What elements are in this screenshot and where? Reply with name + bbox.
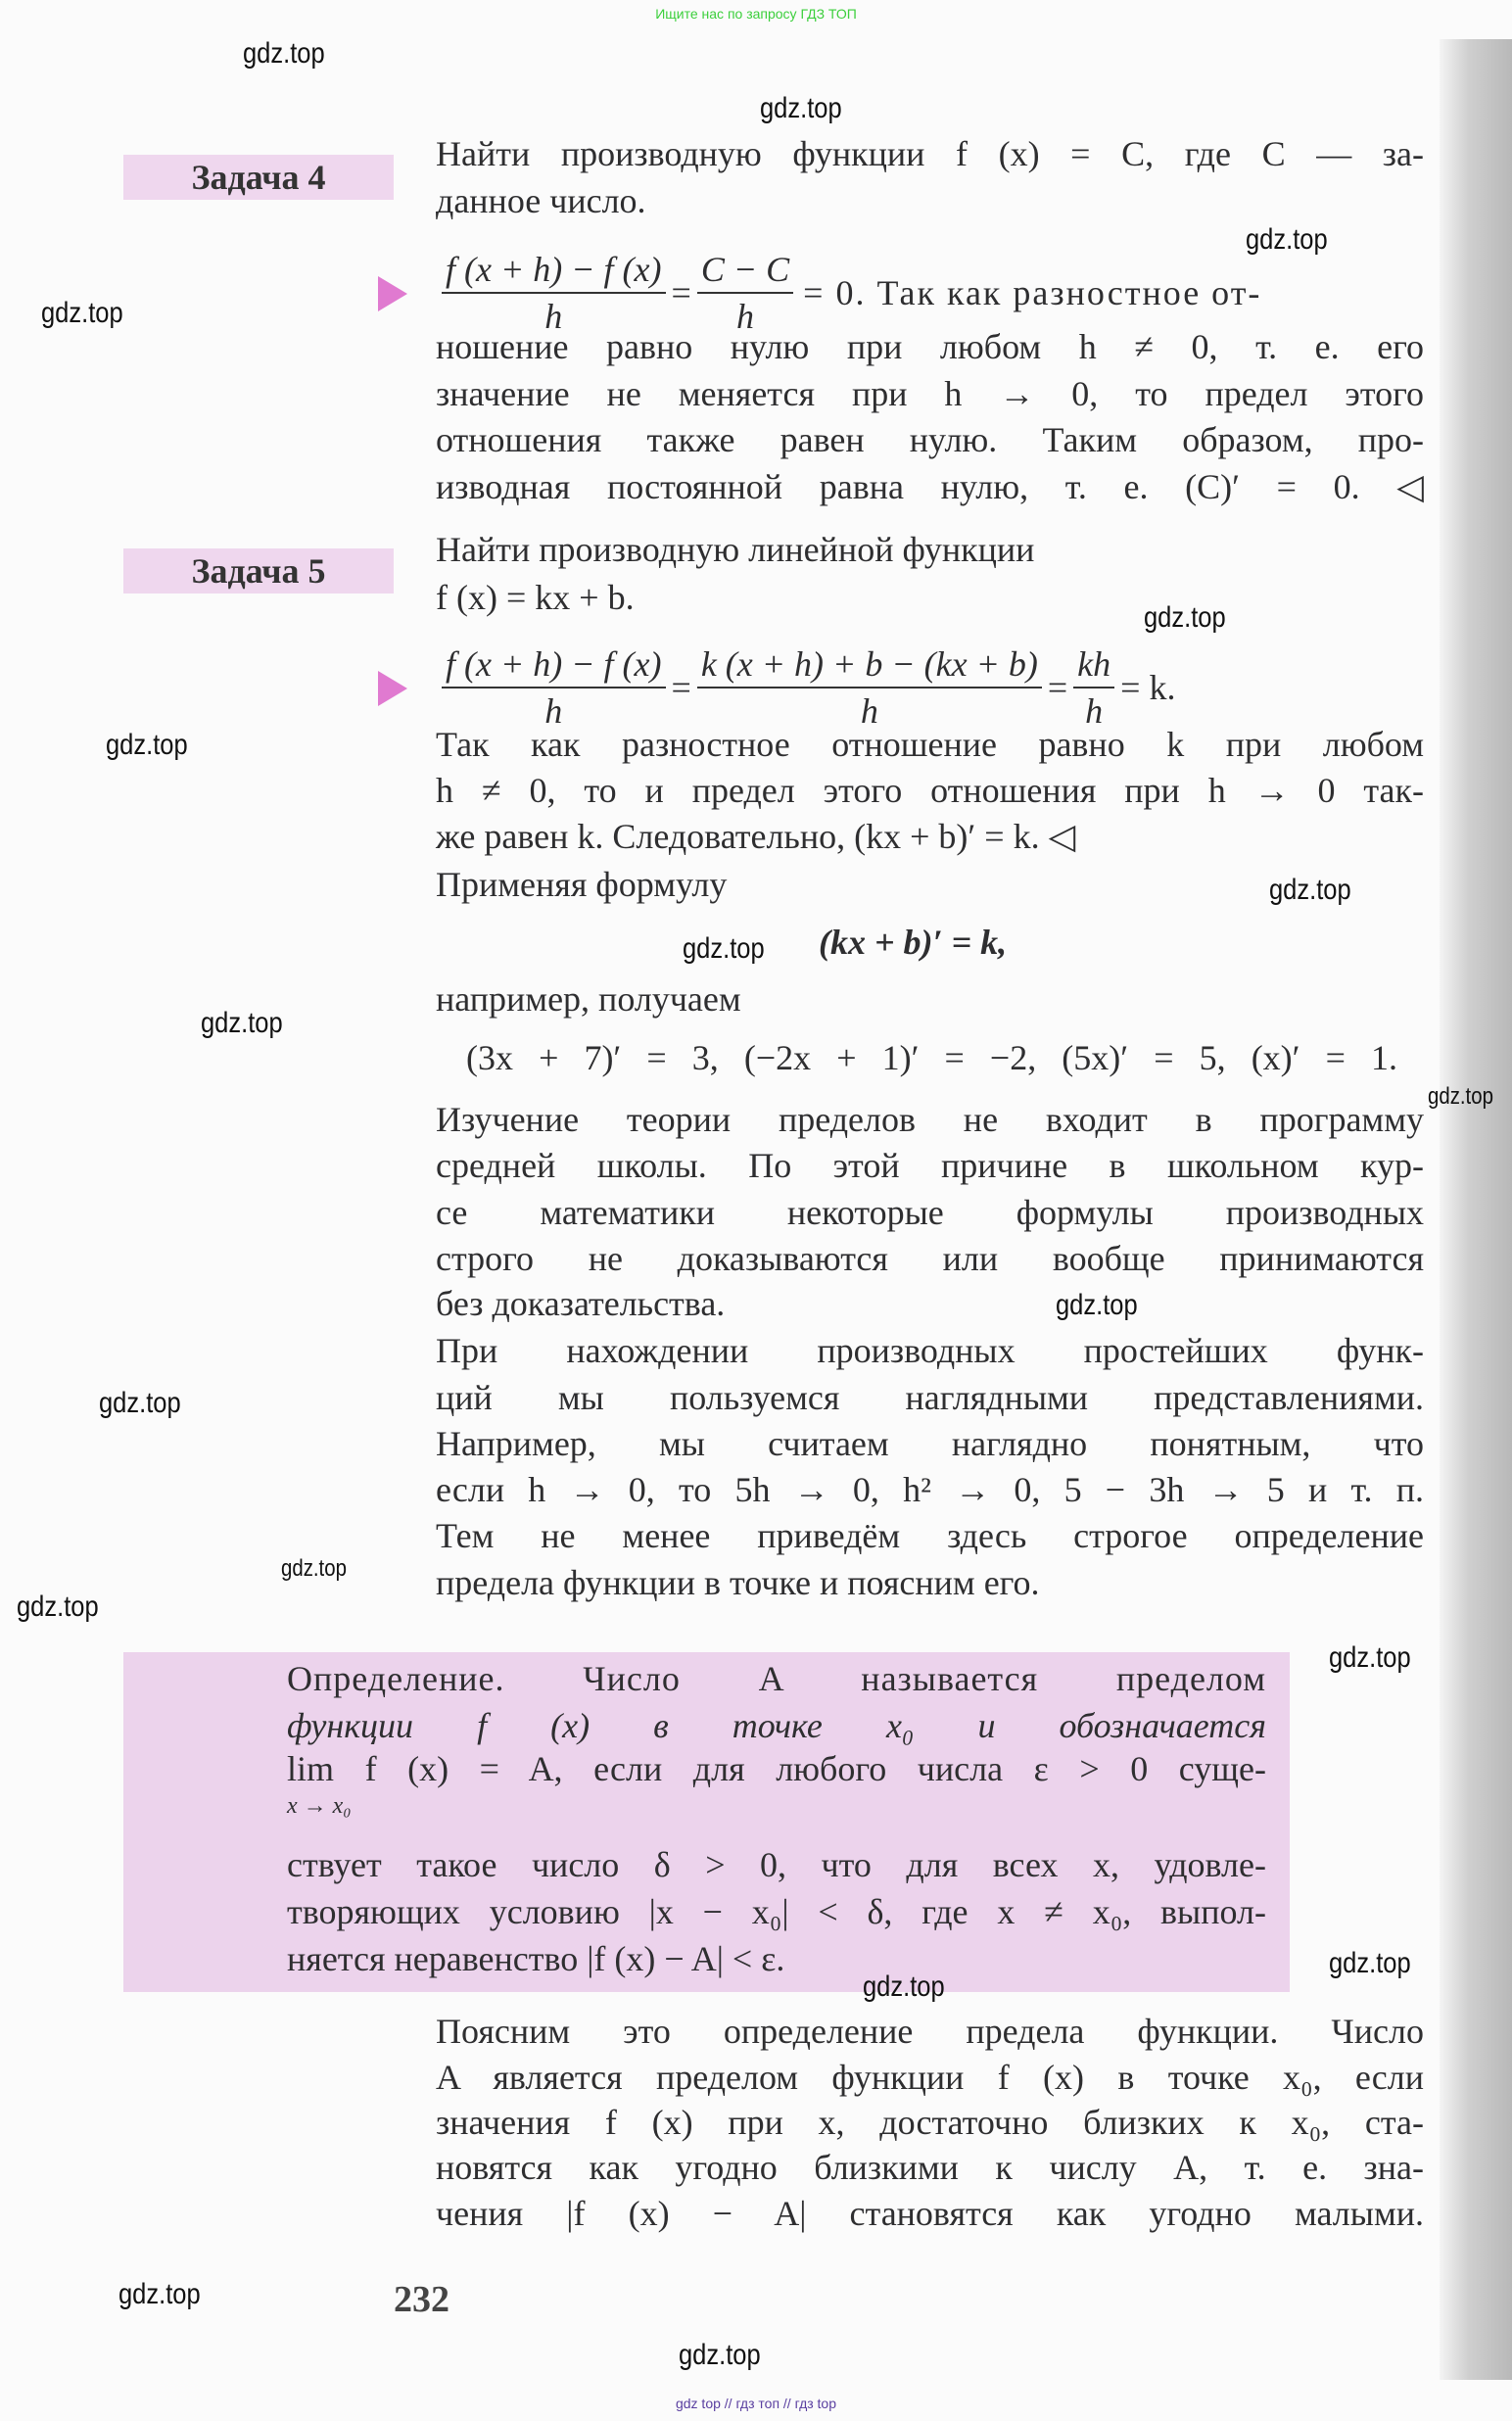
task-4-line: данное число. <box>436 181 646 220</box>
definition-line: функции f (x) в точке x₀ и обозначается <box>287 1706 1266 1745</box>
page-edge-shadow <box>1440 39 1512 2380</box>
paragraph-line: если h → 0, то 5h → 0, h² → 0, 5 − 3h → 5 и т. п. <box>436 1470 1424 1509</box>
paragraph-line: Изучение теории пределов не входит в программу <box>436 1100 1424 1139</box>
definition-line: ствует такое число δ > 0, что для всех x, удовле- <box>287 1845 1266 1884</box>
paragraph-line: Поясним это определение предела функции. Число <box>436 2012 1424 2051</box>
definition-line: няется неравенство |f (x) − A| < ε. <box>287 1939 785 1978</box>
watermark: gdz.top <box>1428 1083 1493 1110</box>
paragraph-line: се математики некоторые формулы производных <box>436 1193 1424 1232</box>
watermark: gdz.top <box>17 1590 99 1623</box>
watermark: gdz.top <box>106 729 188 761</box>
solution-start-arrow-icon <box>378 276 407 311</box>
equation-tail: = k. <box>1120 668 1176 707</box>
task-5-line: Так как разностное отношение равно k при любом <box>436 725 1424 764</box>
task-5-line: же равен k. Следовательно, (kx + b)′ = k. ◁ <box>436 817 1076 856</box>
watermark: gdz.top <box>1056 1289 1138 1321</box>
task-4-line: Найти производную функции f (x) = C, где C — за- <box>436 134 1424 173</box>
task-5-line: f (x) = kx + b. <box>436 578 635 617</box>
equation-tail: = 0. Так как разностное от- <box>803 273 1262 312</box>
watermark: gdz.top <box>281 1555 347 1582</box>
watermark: gdz.top <box>679 2339 761 2371</box>
task-5-line: h ≠ 0, то и предел этого отношения при h → 0 так- <box>436 771 1424 810</box>
paragraph-line: значения f (x) при x, достаточно близких к x₀, ста- <box>436 2103 1424 2142</box>
task-4-line: значение не меняется при h → 0, то предел этого <box>436 374 1424 413</box>
example-intro: например, получаем <box>436 979 741 1019</box>
definition-line: lim f (x) = A, если для любого числа ε > 0 суще- <box>287 1749 1266 1788</box>
fraction <box>697 641 1042 734</box>
task-4-label: Задача 4 <box>123 155 394 200</box>
denominator: h <box>1085 691 1104 731</box>
watermark: gdz.top <box>41 297 123 329</box>
task-4-line: изводная постоянной равна нулю, т. е. (C)′ = 0. ◁ <box>436 467 1424 506</box>
watermark: gdz.top <box>1144 601 1226 634</box>
paragraph-line: строго не доказываются или вообще принимаются <box>436 1239 1424 1278</box>
paragraph-line: Например, мы считаем наглядно понятным, что <box>436 1424 1424 1463</box>
denominator: h <box>544 691 563 731</box>
watermark: gdz.top <box>760 92 842 124</box>
denominator: h <box>860 691 878 731</box>
derivative-examples: (3x + 7)′ = 3, (−2x + 1)′ = −2, (5x)′ = 5, (x)′ = 1. <box>466 1038 1397 1077</box>
watermark: gdz.top <box>683 932 765 965</box>
paragraph-line: средней школы. По этой причине в школьном кур- <box>436 1146 1424 1185</box>
watermark: gdz.top <box>863 1970 945 2003</box>
equals-sign: = <box>671 273 691 312</box>
numerator: k (x + h) + b − (kx + b) <box>697 641 1042 688</box>
equals-sign: = <box>1047 668 1068 707</box>
denominator: h <box>735 297 754 336</box>
denominator: h <box>544 297 563 336</box>
paragraph-line: предела функции в точке и поясним его. <box>436 1563 1040 1602</box>
task-5-fraction-equation <box>436 641 1175 734</box>
fraction <box>442 641 666 734</box>
numerator: C − C <box>697 247 793 294</box>
watermark: gdz.top <box>1269 874 1351 906</box>
paragraph-line: При нахождении производных простейших функ- <box>436 1331 1424 1370</box>
paragraph-line: чения |f (x) − A| становятся как угодно малыми. <box>436 2194 1424 2233</box>
numerator: kh <box>1073 641 1114 688</box>
task-4-line: отношения также равен нулю. Таким образом, про- <box>436 420 1424 459</box>
paragraph-line: A является пределом функции f (x) в точке x₀, если <box>436 2058 1424 2097</box>
equals-sign: = <box>671 668 691 707</box>
task-5-line: Найти производную линейной функции <box>436 530 1035 569</box>
solution-start-arrow-icon <box>378 671 407 706</box>
paragraph-line: без доказательства. <box>436 1284 726 1323</box>
linear-derivative-formula: (kx + b)′ = k, <box>819 923 1008 962</box>
footer-text: gdz top // гдз топ // гдз top <box>675 2396 837 2411</box>
watermark: gdz.top <box>1329 1641 1411 1674</box>
watermark: gdz.top <box>118 2278 201 2310</box>
limit-subscript: x → x₀ <box>287 1793 352 1819</box>
task-4-line: ношение равно нулю при любом h ≠ 0, т. е. его <box>436 327 1424 366</box>
watermark: gdz.top <box>99 1387 181 1419</box>
top-banner: Ищите нас по запросу ГДЗ ТОП <box>655 6 857 22</box>
paragraph-line: новятся как угодно близкими к числу A, т. е. зна- <box>436 2148 1424 2187</box>
definition-line: Определение. Число A называется пределом <box>287 1659 1266 1698</box>
watermark: gdz.top <box>201 1007 283 1039</box>
numerator: f (x + h) − f (x) <box>442 641 666 688</box>
watermark: gdz.top <box>1246 223 1328 256</box>
task-5-line: Применяя формулу <box>436 865 728 904</box>
watermark: gdz.top <box>1329 1947 1411 1979</box>
page-number: 232 <box>394 2279 449 2320</box>
numerator: f (x + h) − f (x) <box>442 247 666 294</box>
paragraph-line: ций мы пользуемся наглядными представлениями. <box>436 1378 1424 1417</box>
paragraph-line: Тем не менее приведём здесь строгое определение <box>436 1516 1424 1555</box>
fraction <box>1073 641 1114 734</box>
definition-line: творяющих условию |x − x₀| < δ, где x ≠ x₀, выпол- <box>287 1892 1266 1931</box>
watermark: gdz.top <box>243 37 325 70</box>
task-5-label: Задача 5 <box>123 548 394 593</box>
